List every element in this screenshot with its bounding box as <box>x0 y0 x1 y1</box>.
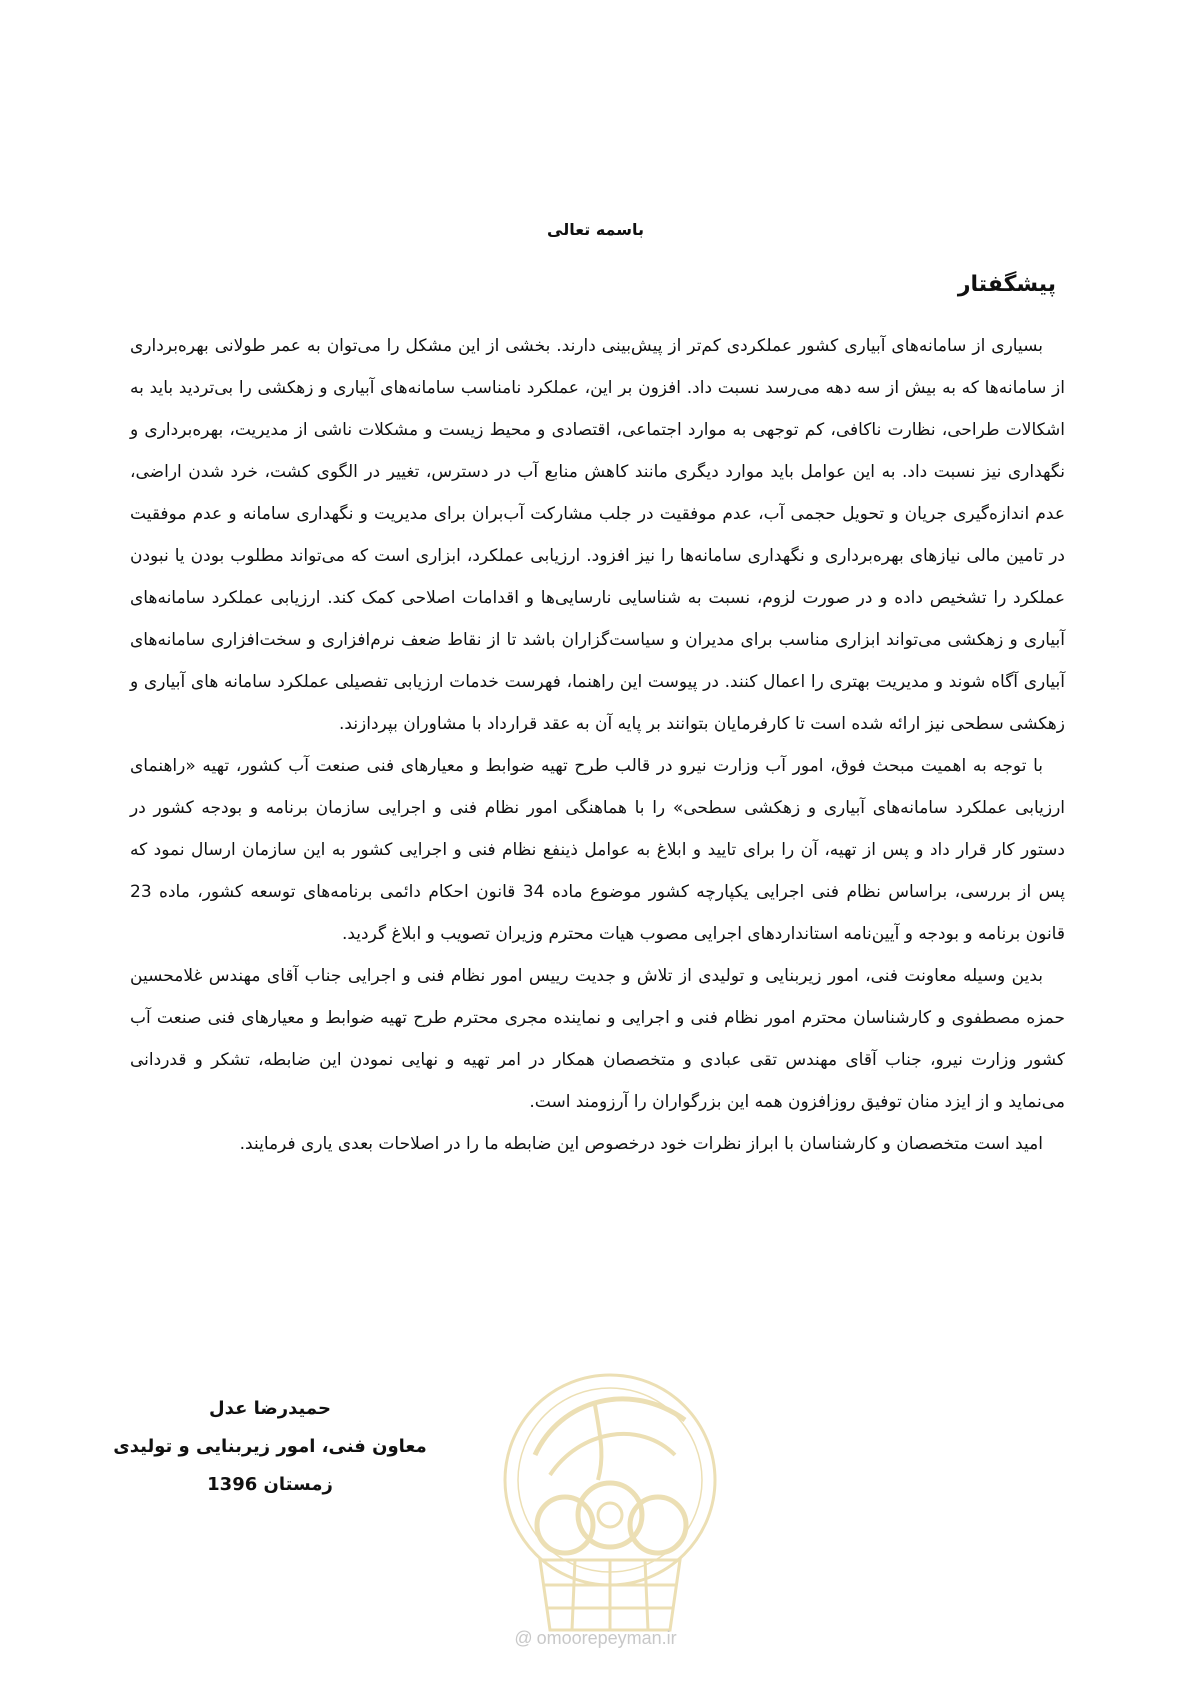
signature-block <box>110 1390 430 1504</box>
signatory-name: حمیدرضا عدل <box>209 1398 331 1419</box>
basmala-header: باسمه تعالی <box>547 220 644 239</box>
signatory-title: معاون فنی، امور زیربنایی و تولیدی <box>113 1436 427 1457</box>
page-title: پیشگفتار <box>957 272 1056 297</box>
preface-body <box>130 325 1065 1165</box>
paragraph-1: بسیاری از سامانه‌های آبیاری کشور عملکردی کم‌تر از پیش‌بینی دارند. بخشی از این مشکل را می‌توان به عمر طولانی بهره‌برداری از سامانه‌ها که به بیش از سه دهه می‌رسد نسبت داد. افزون بر این، عملکرد نامناسب سامانه‌های آبیاری و زهکشی را بی‌تردید باید به اشکالات طراحی، نظارت ناکافی، کم توجهی به موارد اجتماعی، اقتصادی و محیط زیست و مشکلات ناشی از مدیریت، بهره‌برداری و نگهداری نیز نسبت داد. به این عوامل باید موارد دیگری مانند کاهش منابع آب در دسترس، تغییر در الگوی کشت، خرد شدن اراضی، عدم اندازه‌گیری جریان و تحویل حجمی آب، عدم موفقیت در جلب مشارکت آب‌بران برای مدیریت و نگهداری سامانه و عدم موفقیت در تامین مالی نیازهای بهره‌برداری و نگهداری سامانه‌ها را نیز افزود. ارزیابی عملکرد، ابزاری است که می‌تواند مطلوب بودن یا نبودن عملکرد را تشخیص داده و در صورت لزوم، نسبت به شناسایی نارسایی‌ها و اقدامات اصلاحی کمک کند. ارزیابی عملکرد سامانه‌های آبیاری و زهکشی می‌تواند ابزاری مناسب برای مدیران و سیاست‌گزاران باشد تا از نقاط ضعف نرم‌افزاری و سخت‌افزاری سامانه‌های آبیاری آگاه شوند و مدیریت بهتری را اعمال کنند. در پیوست این راهنما، فهرست خدمات ارزیابی تفصیلی عملکرد سامانه های آبیاری و زهکشی سطحی نیز ارائه شده است تا کارفرمایان بتوانند بر پایه آن به عقد قرارداد با مشاوران بپردازند. <box>130 336 1065 734</box>
gear-seal-logo-icon <box>480 1360 740 1660</box>
watermark-logo <box>480 1360 740 1660</box>
paragraph-2: با توجه به اهمیت مبحث فوق، امور آب وزارت نیرو در قالب طرح تهیه ضوابط و معیارهای فنی صنعت آب کشور، تهیه «راهنمای ارزیابی عملکرد سامانه‌های آبیاری و زهکشی سطحی» را با هماهنگی امور نظام فنی و اجرایی سازمان برنامه و بودجه کشور در دستور کار قرار داد و پس از تهیه، آن را برای تایید و ابلاغ به عوامل ذینفع نظام فنی و اجرایی کشور به این سازمان ارسال نمود که پس از بررسی، براساس نظام فنی اجرایی یکپارچه کشور موضوع ماده 34 قانون احکام دائمی برنامه‌های توسعه کشور، ماده 23 قانون برنامه و بودجه و آیین‌نامه استانداردهای اجرایی مصوب هیات محترم وزیران تصویب و ابلاغ گردید. <box>130 756 1066 944</box>
signature-date: زمستان 1396 <box>207 1474 333 1495</box>
paragraph-4: امید است متخصصان و کارشناسان با ابراز نظرات خود درخصوص این ضابطه ما را در اصلاحات بعدی یاری فرمایند. <box>239 1134 1043 1154</box>
watermark-url <box>0 1628 1191 1649</box>
watermark-url-text: omoorepeyman.ir <box>536 1628 677 1648</box>
at-sign-icon: @ <box>514 1628 533 1648</box>
paragraph-3: بدین وسیله معاونت فنی، امور زیربنایی و تولیدی از تلاش و جدیت رییس امور نظام فنی و اجرایی جناب آقای مهندس غلامحسین حمزه مصطفوی و کارشناسان محترم امور نظام فنی و اجرایی و نماینده مجری محترم طرح تهیه ضوابط و معیارهای فنی صنعت آب کشور وزارت نیرو، جناب آقای مهندس تقی عبادی و متخصصان همکار در امر تهیه و نهایی نمودن این ضابطه، تشکر و قدردانی می‌نماید و از ایزد منان توفیق روزافزون همه این بزرگواران را آرزومند است. <box>130 966 1065 1112</box>
